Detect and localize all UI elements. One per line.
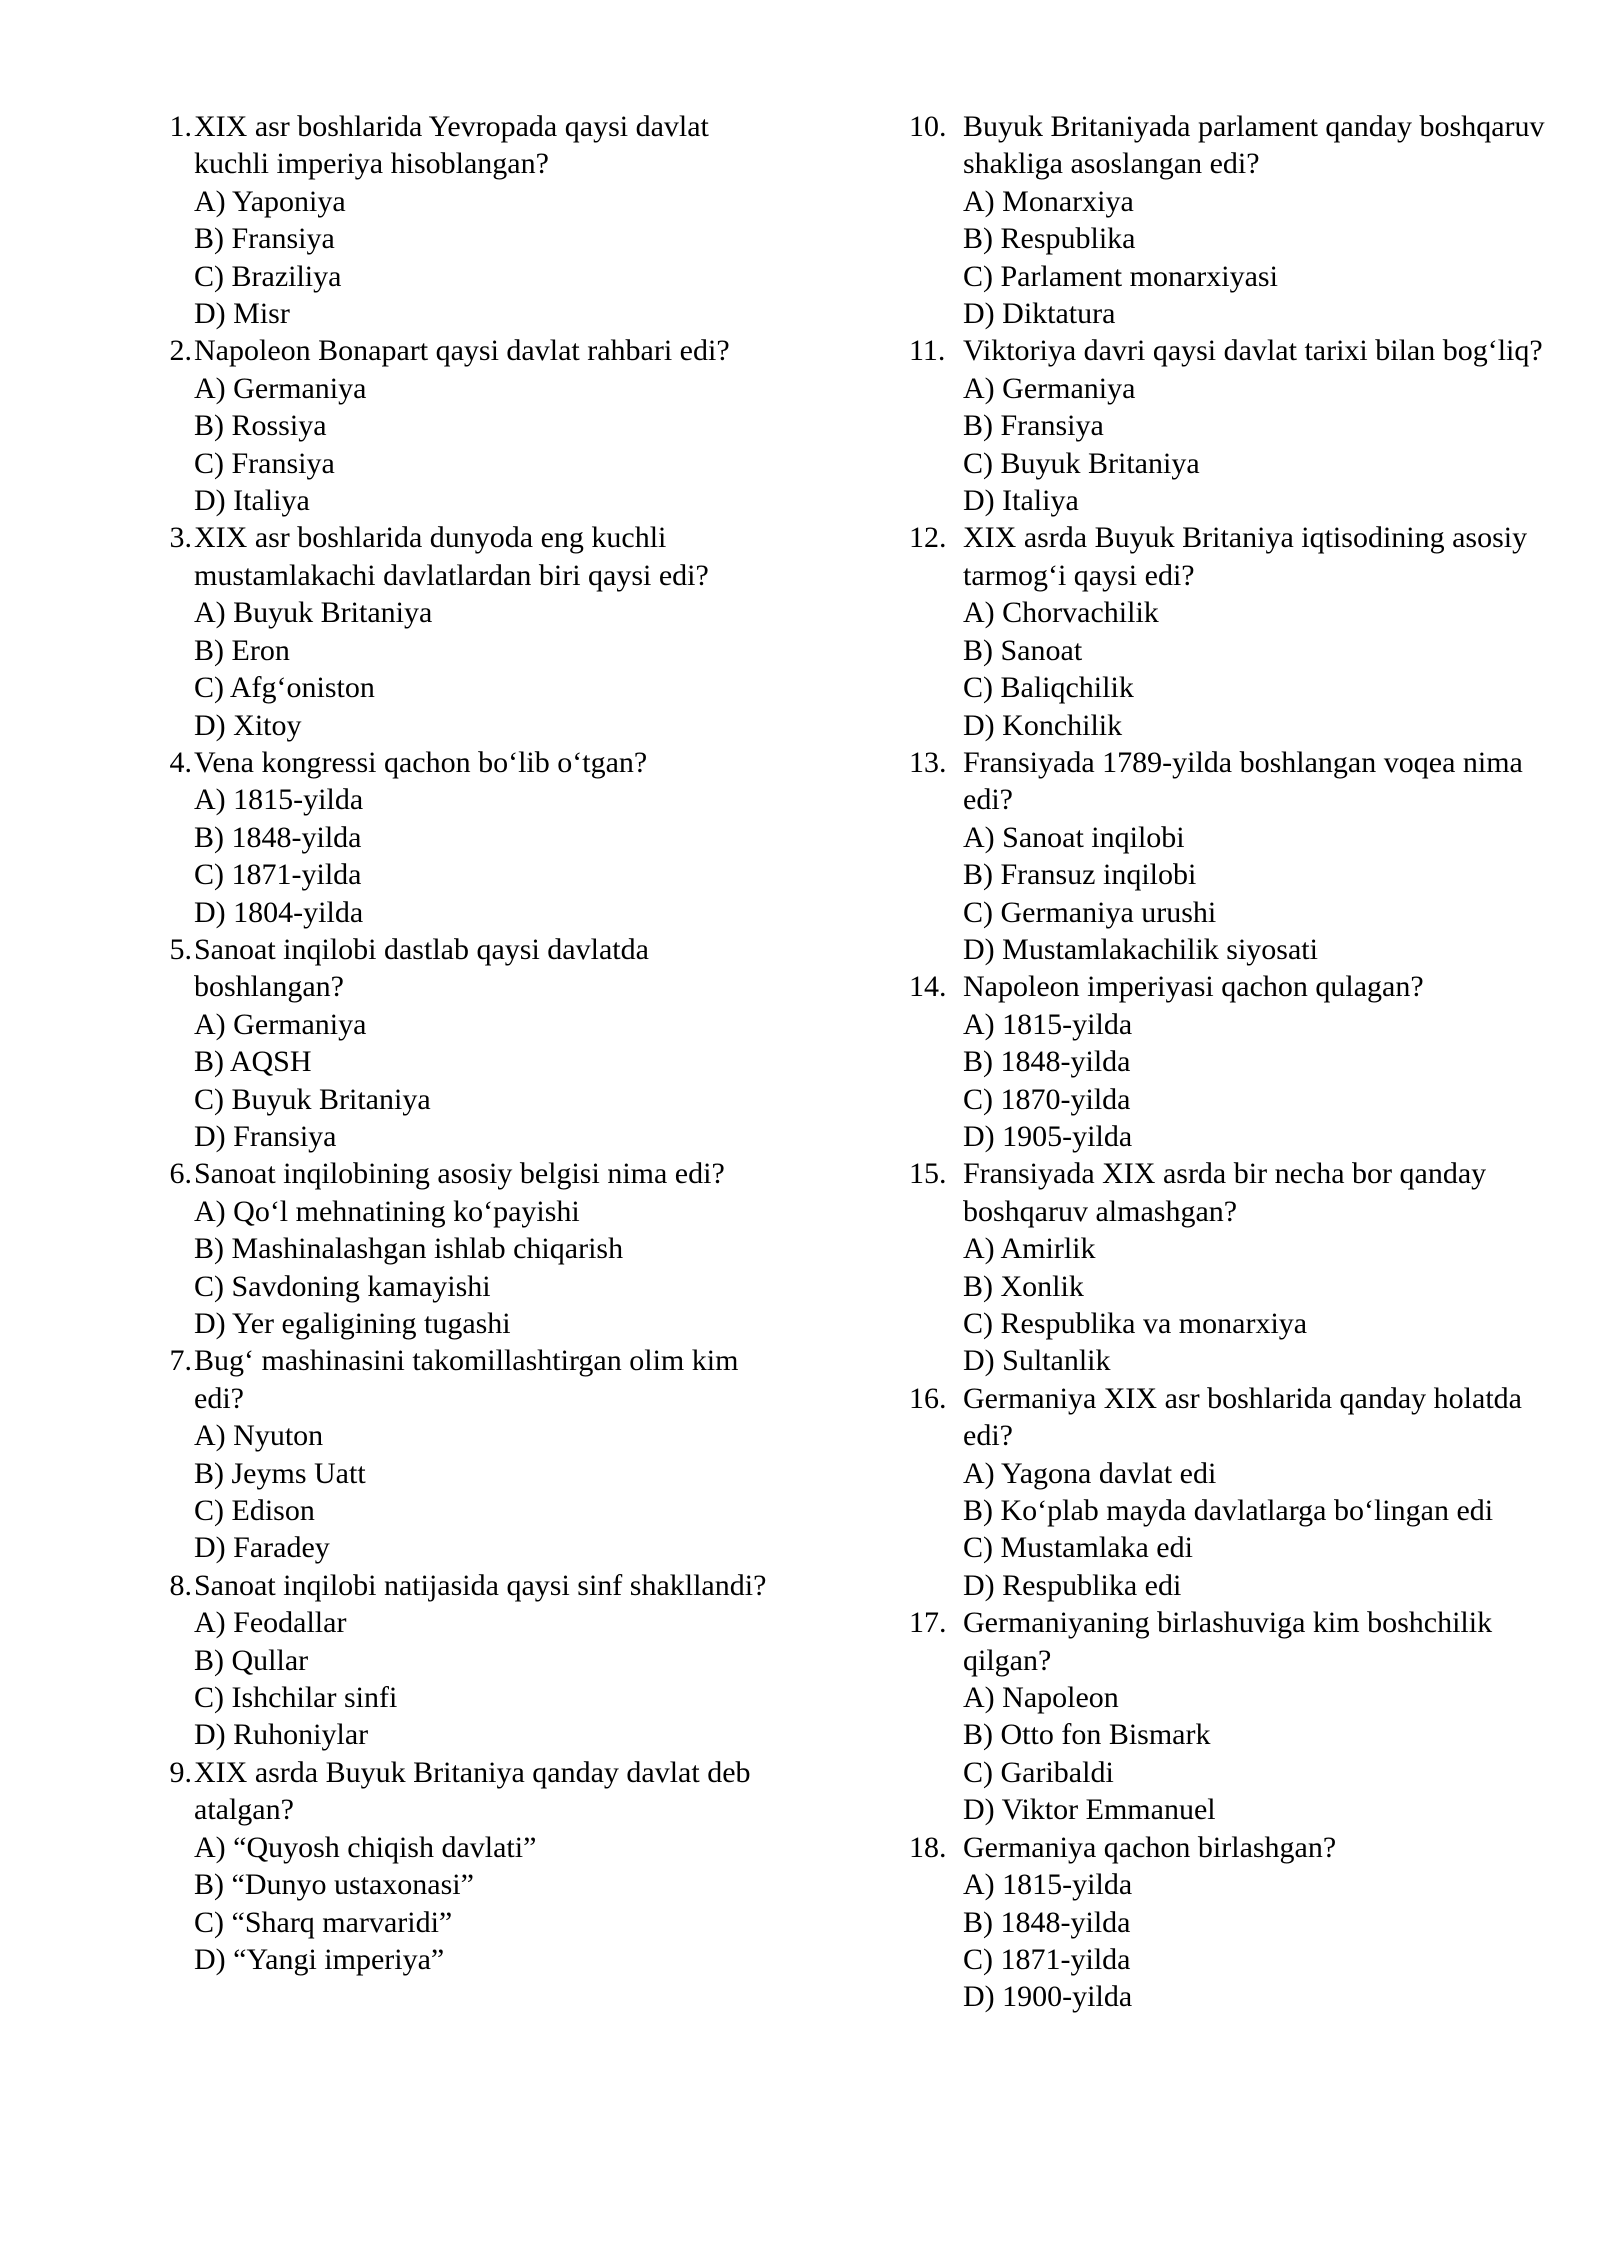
option-c: C) Mustamlaka edi	[963, 1531, 1193, 1565]
option-b: B) 1848-yilda	[963, 1045, 1131, 1079]
question-number: 9.	[169, 1755, 192, 1789]
question-5	[146, 931, 786, 1155]
question-text: XIX asrda Buyuk Britaniya qanday davlat deb atalgan?	[194, 1755, 751, 1827]
question-10	[909, 108, 1545, 332]
option-d: D) Mustamlakachilik siyosati	[963, 932, 1318, 966]
option-b: B) Qullar	[194, 1643, 309, 1677]
question-11	[909, 332, 1545, 519]
question-number: 4.	[169, 745, 192, 779]
question-number: 6.	[169, 1157, 192, 1191]
option-a: A) Nyuton	[194, 1419, 324, 1453]
option-d: D) 1804-yilda	[194, 895, 364, 929]
question-7	[146, 1342, 786, 1566]
option-c: C) 1871-yilda	[194, 858, 362, 892]
question-text: XIX asr boshlarida Yevropada qaysi davlat kuchli imperiya hisoblangan?	[194, 110, 709, 181]
question-text: Germaniya qachon birlashgan?	[963, 1830, 1337, 1864]
option-b: B) Jeyms Uatt	[194, 1456, 366, 1490]
option-d: D) Misr	[194, 297, 290, 331]
option-d: D) Xitoy	[194, 708, 302, 742]
option-a: A) Sanoat inqilobi	[963, 820, 1185, 854]
option-b: B) Ko‘plab mayda davlatlarga bo‘lingan edi	[963, 1494, 1494, 1528]
option-a: A) Feodallar	[194, 1606, 347, 1640]
option-c: C) Afg‘oniston	[194, 671, 375, 705]
question-text: Buyuk Britaniyada parlament qanday boshqaruv shakliga asoslangan edi?	[963, 110, 1545, 181]
option-d: D) Diktatura	[963, 297, 1116, 331]
question-number: 5.	[169, 932, 192, 966]
question-number: 17.	[909, 1606, 947, 1640]
option-d: D) “Yangi imperiya”	[194, 1942, 445, 1976]
option-b: B) Sanoat	[963, 633, 1083, 667]
question-text: Germaniya XIX asr boshlarida qanday holatda edi?	[963, 1381, 1522, 1453]
option-d: D) Sultanlik	[963, 1344, 1111, 1378]
option-b: B) Otto fon Bismark	[963, 1718, 1211, 1752]
question-17	[909, 1604, 1545, 1828]
option-c: C) 1870-yilda	[963, 1082, 1131, 1116]
option-a: A) Yaponiya	[194, 184, 346, 218]
question-text: Sanoat inqilobining asosiy belgisi nima edi?	[194, 1157, 725, 1191]
option-d: D) Italiya	[963, 484, 1079, 518]
question-text: Fransiyada 1789-yilda boshlangan voqea nima edi?	[963, 745, 1523, 817]
option-c: C) Garibaldi	[963, 1755, 1114, 1789]
option-a: A) Germaniya	[963, 371, 1136, 405]
question-15	[909, 1155, 1545, 1379]
question-text: Sanoat inqilobi dastlab qaysi davlatda boshlangan?	[194, 932, 649, 1004]
question-text: Napoleon Bonapart qaysi davlat rahbari edi?	[194, 334, 730, 368]
option-d: D) Italiya	[194, 484, 310, 518]
option-a: A) Germaniya	[194, 371, 367, 405]
option-b: B) Fransiya	[963, 409, 1104, 443]
option-b: B) Respublika	[963, 222, 1136, 256]
question-18	[909, 1829, 1545, 2016]
option-d: D) Faradey	[194, 1531, 330, 1565]
option-c: C) Respublika va monarxiya	[963, 1307, 1308, 1340]
question-text: Fransiyada XIX asrda bir necha bor qanday boshqaruv almashgan?	[963, 1157, 1487, 1228]
question-6	[146, 1155, 786, 1342]
option-a: A) Buyuk Britaniya	[194, 596, 433, 630]
question-9	[146, 1754, 786, 1978]
question-number: 2.	[169, 334, 192, 368]
question-number: 15.	[909, 1157, 947, 1191]
question-number: 11.	[909, 334, 946, 368]
option-c: C) Buyuk Britaniya	[963, 446, 1200, 480]
question-text: XIX asrda Buyuk Britaniya iqtisodining asosiy tarmog‘i qaysi edi?	[963, 521, 1528, 592]
question-number: 7.	[169, 1344, 192, 1378]
option-d: D) Ruhoniylar	[194, 1718, 369, 1752]
option-b: B) Xonlik	[963, 1269, 1084, 1303]
question-number: 12.	[909, 521, 947, 555]
question-text: XIX asr boshlarida dunyoda eng kuchli mustamlakachi davlatlardan biri qaysi edi?	[194, 521, 709, 592]
question-text: Napoleon imperiyasi qachon qulagan?	[963, 970, 1424, 1004]
question-12	[909, 519, 1545, 743]
option-c: C) Germaniya urushi	[963, 895, 1217, 929]
option-d: D) Viktor Emmanuel	[963, 1793, 1216, 1827]
option-a: A) Yagona davlat edi	[963, 1456, 1217, 1490]
option-c: C) Savdoning kamayishi	[194, 1269, 491, 1303]
option-a: A) Qo‘l mehnatining ko‘payishi	[194, 1194, 580, 1228]
option-a: A) Germaniya	[194, 1007, 367, 1041]
option-c: C) Braziliya	[194, 259, 342, 293]
option-a: A) 1815-yilda	[194, 783, 364, 817]
option-d: D) Fransiya	[194, 1119, 337, 1153]
question-number: 13.	[909, 745, 947, 779]
option-b: B) Rossiya	[194, 409, 327, 443]
question-text: Viktoriya davri qaysi davlat tarixi bilan bog‘liq?	[963, 334, 1543, 368]
option-c: C) 1871-yilda	[963, 1942, 1131, 1976]
questions-column-left	[146, 108, 786, 1978]
question-number: 10.	[909, 110, 947, 143]
option-b: B) 1848-yilda	[963, 1905, 1131, 1939]
question-text: Vena kongressi qachon bo‘lib o‘tgan?	[194, 745, 648, 779]
option-a: A) 1815-yilda	[963, 1007, 1133, 1041]
option-c: C) Buyuk Britaniya	[194, 1082, 431, 1116]
option-b: B) “Dunyo ustaxonasi”	[194, 1868, 474, 1902]
option-d: D) Yer egaligining tugashi	[194, 1307, 511, 1340]
question-number: 14.	[909, 970, 947, 1004]
question-14	[909, 968, 1545, 1155]
question-1	[146, 108, 786, 332]
question-text: Sanoat inqilobi natijasida qaysi sinf shakllandi?	[194, 1568, 767, 1602]
question-text: Bug‘ mashinasini takomillashtirgan olim kim edi?	[194, 1344, 739, 1415]
option-d: D) Respublika edi	[963, 1568, 1182, 1602]
option-a: A) 1815-yilda	[963, 1868, 1133, 1902]
option-a: A) Napoleon	[963, 1681, 1119, 1715]
option-c: C) “Sharq marvaridi”	[194, 1905, 453, 1939]
question-2	[146, 332, 786, 519]
option-b: B) 1848-yilda	[194, 820, 362, 854]
option-b: B) AQSH	[194, 1045, 312, 1079]
option-b: B) Fransiya	[194, 222, 335, 256]
question-number: 18.	[909, 1830, 947, 1864]
option-c: C) Parlament monarxiyasi	[963, 259, 1278, 293]
question-text: Germaniyaning birlashuviga kim boshchilik qilgan?	[963, 1606, 1493, 1677]
option-d: D) Konchilik	[963, 708, 1123, 742]
option-a: A) Monarxiya	[963, 184, 1134, 218]
option-d: D) 1900-yilda	[963, 1980, 1133, 2014]
questions-column-right	[909, 108, 1545, 2016]
option-b: B) Fransuz inqilobi	[963, 858, 1197, 892]
question-16	[909, 1380, 1545, 1604]
question-13	[909, 744, 1545, 968]
option-c: C) Baliqchilik	[963, 671, 1134, 705]
option-b: B) Mashinalashgan ishlab chiqarish	[194, 1232, 624, 1266]
question-number: 3.	[169, 521, 192, 555]
option-c: C) Fransiya	[194, 446, 335, 480]
question-3	[146, 519, 786, 743]
option-d: D) 1905-yilda	[963, 1119, 1133, 1153]
question-number: 1.	[169, 110, 192, 143]
question-number: 16.	[909, 1381, 947, 1415]
option-c: C) Ishchilar sinfi	[194, 1681, 398, 1715]
question-number: 8.	[169, 1568, 192, 1602]
question-8	[146, 1567, 786, 1754]
option-a: A) “Quyosh chiqish davlati”	[194, 1830, 537, 1864]
option-a: A) Chorvachilik	[963, 596, 1159, 630]
option-c: C) Edison	[194, 1494, 315, 1528]
option-a: A) Amirlik	[963, 1232, 1096, 1266]
question-4	[146, 744, 786, 931]
option-b: B) Eron	[194, 633, 290, 667]
